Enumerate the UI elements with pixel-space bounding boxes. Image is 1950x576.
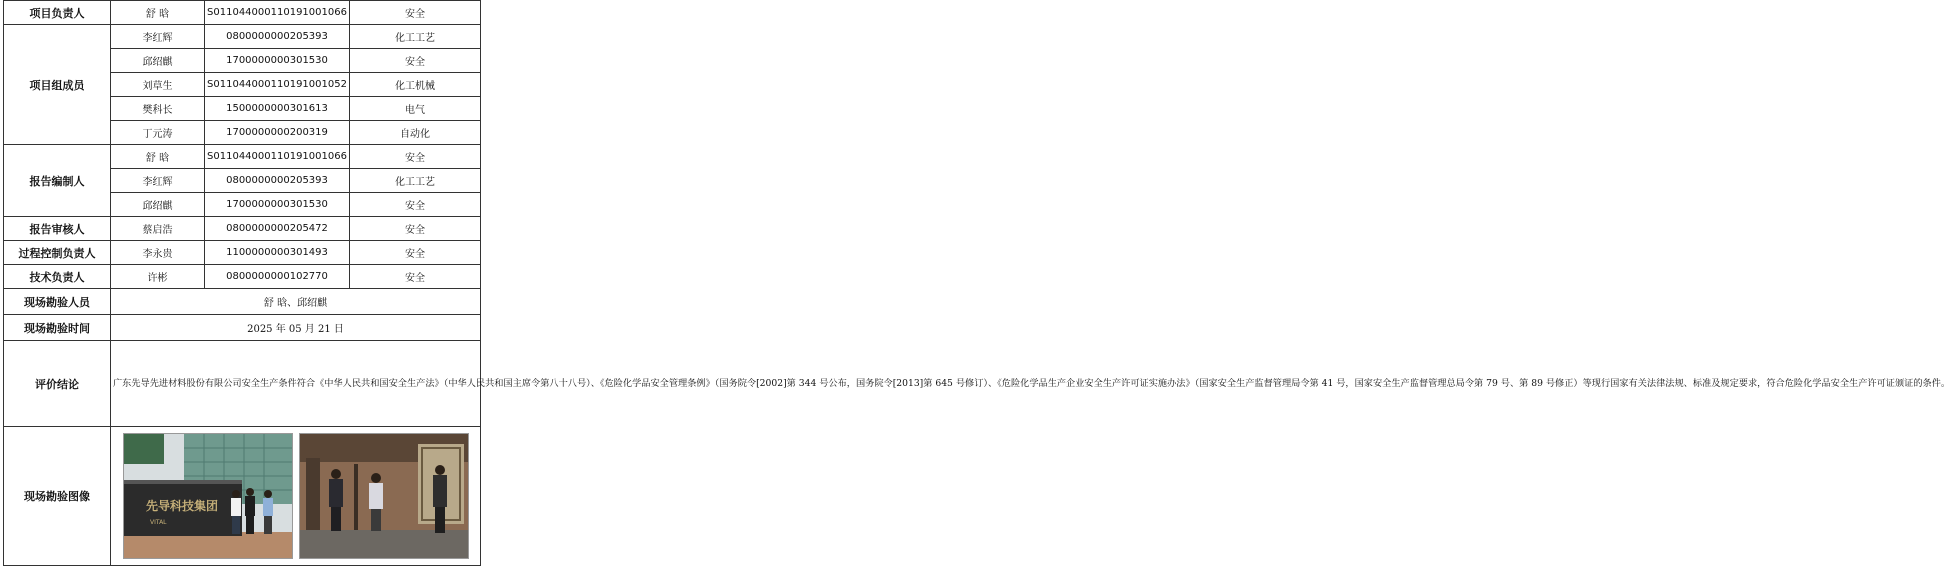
survey-time-label: 现场勘验时间	[4, 315, 111, 341]
table-row	[4, 341, 481, 427]
specialty: 安全	[350, 1, 481, 25]
specialty: 安全	[350, 241, 481, 265]
cert-number: S011044000110191001052	[205, 73, 350, 97]
specialty: 安全	[350, 265, 481, 289]
survey-staff-label: 现场勘验人员	[4, 289, 111, 315]
role-label: 项目负责人	[4, 1, 111, 25]
survey-staff-value: 舒 晗、邱绍麒	[111, 289, 481, 315]
building-sign-text: 先导科技集团	[145, 499, 218, 513]
table-row	[4, 1, 481, 25]
role-label: 报告编制人	[4, 145, 111, 217]
cert-number: 0800000000205472	[205, 217, 350, 241]
specialty: 化工机械	[350, 73, 481, 97]
table-row	[4, 241, 481, 265]
specialty: 安全	[350, 193, 481, 217]
photos-label: 现场勘验图像	[4, 427, 111, 566]
person-name: 舒 晗	[111, 145, 205, 169]
building-sign-sub: VITAL	[149, 519, 167, 526]
photos-cell	[111, 427, 481, 566]
cert-number: 1500000000301613	[205, 97, 350, 121]
entrance-scene	[124, 434, 292, 558]
person-name: 邱绍麒	[111, 49, 205, 73]
specialty: 安全	[350, 217, 481, 241]
cert-number: S011044000110191001066	[205, 1, 350, 25]
person-name: 蔡启浩	[111, 217, 205, 241]
person-name: 舒 晗	[111, 1, 205, 25]
photo-strip	[111, 427, 480, 565]
conclusion-label: 评价结论	[4, 341, 111, 427]
table-row	[4, 315, 481, 341]
specialty: 化工工艺	[350, 169, 481, 193]
personnel-table	[3, 0, 1950, 566]
specialty: 化工工艺	[350, 25, 481, 49]
table-row	[4, 427, 481, 566]
person-name: 李红辉	[111, 169, 205, 193]
role-label: 项目组成员	[4, 25, 111, 145]
role-label: 过程控制负责人	[4, 241, 111, 265]
conclusion-text: 广东先导先进材料股份有限公司安全生产条件符合《中华人民共和国安全生产法》（中华人民共和国主席令第八十八号）、《危险化学品安全管理条例》（国务院令[2002]第 344 号公布，国务院令[2013]第 645 号修订）、《危险化学品生产企业安全生产许可证实施办法》（国家安全生产监督管理局令第 41 号，国家安全生产监督管理总局令第 79 号、第 89 号修正）等现行国家有关法律法规、标准及规定要求，符合危险化学品安全生产许可证颁证的条件。	[111, 341, 481, 427]
table-row	[4, 265, 481, 289]
table-row	[4, 145, 481, 169]
cert-number: 1700000000301530	[205, 49, 350, 73]
role-label: 报告审核人	[4, 217, 111, 241]
workshop-scene	[300, 434, 468, 558]
person-name: 刘草生	[111, 73, 205, 97]
person-name: 李红辉	[111, 25, 205, 49]
specialty: 安全	[350, 49, 481, 73]
table-row	[4, 289, 481, 315]
specialty: 电气	[350, 97, 481, 121]
cert-number: 1700000000301530	[205, 193, 350, 217]
person-name: 樊科长	[111, 97, 205, 121]
specialty: 安全	[350, 145, 481, 169]
cert-number: 0800000000102770	[205, 265, 350, 289]
table-row	[4, 217, 481, 241]
person-name: 丁元涛	[111, 121, 205, 145]
specialty: 自动化	[350, 121, 481, 145]
cert-number: 0800000000205393	[205, 25, 350, 49]
table-row	[4, 25, 481, 49]
role-label: 技术负责人	[4, 265, 111, 289]
person-name: 李永贵	[111, 241, 205, 265]
survey-time-value: 2025 年 05 月 21 日	[111, 315, 481, 341]
person-name: 邱绍麒	[111, 193, 205, 217]
site-photo-entrance	[123, 433, 293, 559]
cert-number: 0800000000205393	[205, 169, 350, 193]
cert-number: 1100000000301493	[205, 241, 350, 265]
site-photo-workshop	[299, 433, 469, 559]
cert-number: 1700000000200319	[205, 121, 350, 145]
person-name: 许彬	[111, 265, 205, 289]
people-group	[231, 488, 273, 534]
cert-number: S011044000110191001066	[205, 145, 350, 169]
